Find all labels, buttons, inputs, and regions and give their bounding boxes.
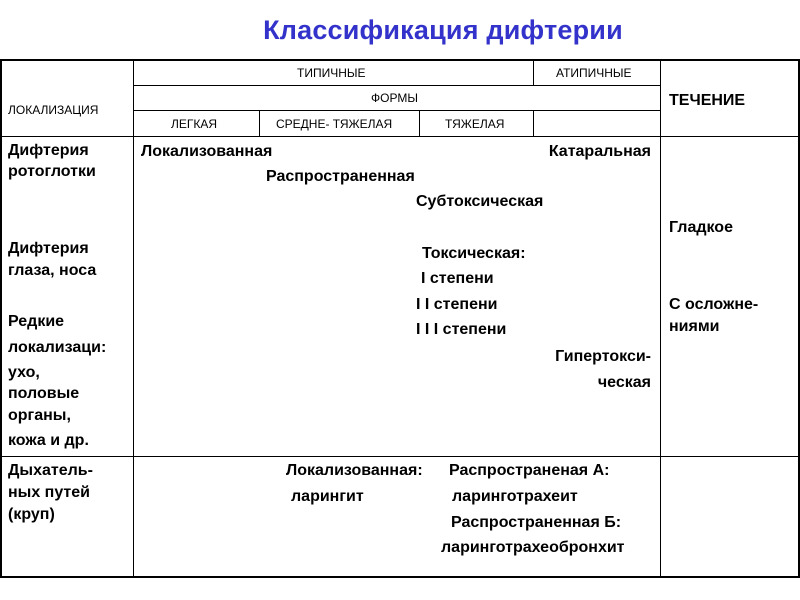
header-localization: ЛОКАЛИЗАЦИЯ (8, 103, 99, 117)
course-smooth: Гладкое (669, 219, 733, 236)
croup-widespread-a: Распространеная А: (449, 462, 610, 479)
header-forms: ФОРМЫ (371, 91, 418, 105)
form-hypertoxic-line2: ческая (597, 374, 651, 391)
form-subtoxic: Субтоксическая (416, 193, 544, 210)
divider-typical-atypical (533, 59, 534, 85)
col-divider-localization (133, 59, 134, 578)
page-title: Классификация дифтерии (263, 15, 623, 45)
loc-eye-line2: глаза, носа (8, 262, 97, 279)
loc-rare-line4: половые (8, 385, 80, 402)
course-complicated-line1: С осложне- (669, 296, 759, 313)
header-bottom-rule (0, 136, 800, 137)
loc-croup-line2: ных путей (8, 484, 90, 501)
header-moderate: СРЕДНЕ- ТЯЖЕЛАЯ (276, 117, 393, 131)
loc-rare-line3: ухо, (8, 364, 40, 381)
form-toxic: Токсическая: (422, 245, 526, 262)
loc-rare-line6: кожа и др. (8, 432, 89, 449)
divider-moderate-severe (419, 110, 420, 136)
header-rule-2 (133, 110, 661, 111)
form-widespread: Распространенная (266, 168, 415, 185)
croup-localized: Локализованная: (286, 462, 423, 479)
row-separator (0, 456, 800, 457)
header-atypical: АТИПИЧНЫЕ (556, 66, 632, 80)
form-toxic-degree-2: I I степени (416, 296, 498, 313)
loc-croup-line1: Дыхатель- (8, 462, 93, 479)
form-catarrhal: Катаральная (548, 143, 651, 160)
header-mild: ЛЕГКАЯ (171, 117, 218, 131)
loc-rare-line5: органы, (8, 407, 71, 424)
table-border-top (0, 59, 800, 61)
form-localized: Локализованная (141, 143, 273, 160)
croup-laryngotracheobronchitis: ларинготрахеобронхит (441, 539, 625, 556)
divider-mild-moderate (259, 110, 260, 136)
form-toxic-degree-3: I I I степени (416, 321, 507, 338)
header-rule-1 (133, 85, 661, 86)
loc-rare-line2: локализаци: (8, 339, 107, 356)
loc-pharynx-line1: Дифтерия (8, 142, 89, 159)
divider-severe-end (533, 110, 534, 136)
croup-widespread-b: Распространенная Б: (451, 514, 622, 531)
table-border-left (0, 59, 2, 578)
croup-laryngitis: ларингит (291, 488, 364, 505)
col-divider-course (660, 59, 661, 578)
loc-eye-line1: Дифтерия (8, 240, 89, 257)
header-severe: ТЯЖЕЛАЯ (445, 117, 505, 131)
croup-laryngotracheitis: ларинготрахеит (452, 488, 578, 505)
loc-rare-line1: Редкие (8, 313, 65, 330)
loc-croup-line3: (круп) (8, 506, 55, 523)
header-typical: ТИПИЧНЫЕ (297, 66, 366, 80)
table-border-bottom (0, 576, 800, 578)
loc-pharynx-line2: ротоглотки (8, 163, 96, 180)
header-course: ТЕЧЕНИЕ (669, 92, 746, 109)
form-hypertoxic-line1: Гипертокси- (555, 348, 651, 365)
course-complicated-line2: ниями (669, 318, 720, 335)
form-toxic-degree-1: I степени (421, 270, 494, 287)
